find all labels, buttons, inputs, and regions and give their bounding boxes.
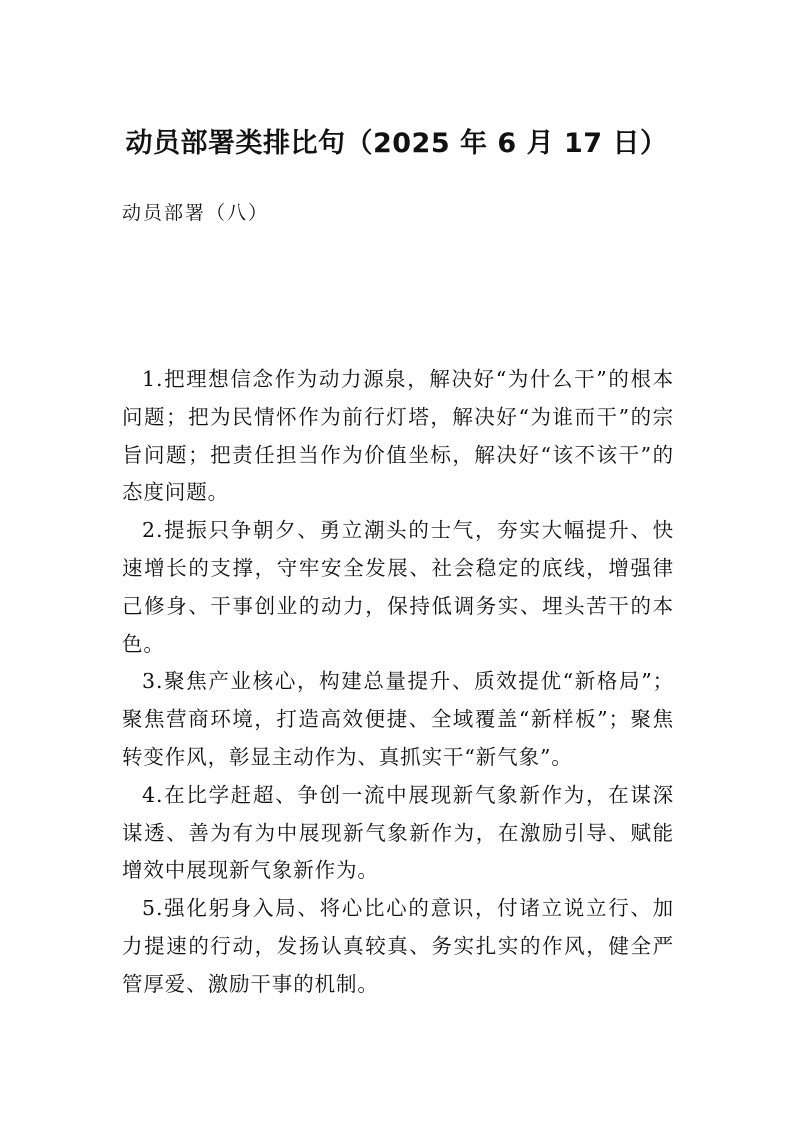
- paragraph-1: 1.把理想信念作为动力源泉，解决好“为什么干”的根本问题；把为民情怀作为前行灯塔，解决好“为谁而干”的宗旨问题；把责任担当作为价值坐标，解决好“该不该干”的态度问题。: [122, 367, 674, 505]
- document-body: [122, 361, 674, 1004]
- document-title: 动员部署类排比句（2025 年 6 月 17 日）: [125, 128, 668, 159]
- paragraph-4: 4.在比学赶超、争创一流中展现新气象新作为，在谋深谋透、善为有为中展现新气象新作为，在激励引导、赋能增效中展现新气象新作为。: [122, 782, 674, 883]
- paragraph-5: 5.强化躬身入局、将心比心的意识，付诸立说立行、加力提速的行动，发扬认真较真、务实扎实的作风，健全严管厚爱、激励干事的机制。: [122, 896, 674, 996]
- section-heading: 动员部署（八）: [122, 202, 270, 224]
- paragraph-3: 3.聚焦产业核心，构建总量提升、质效提优“新格局”；聚焦营商环境，打造高效便捷、全域覆盖“新样板”；聚焦转变作风，彰显主动作为、真抓实干“新气象”。: [122, 669, 674, 769]
- paragraph-2: 2.提振只争朝夕、勇立潮头的士气，夯实大幅提升、快速增长的支撑，守牢安全发展、社会稳定的底线，增强律己修身、干事创业的动力，保持低调务实、埋头苦干的本色。: [122, 518, 674, 656]
